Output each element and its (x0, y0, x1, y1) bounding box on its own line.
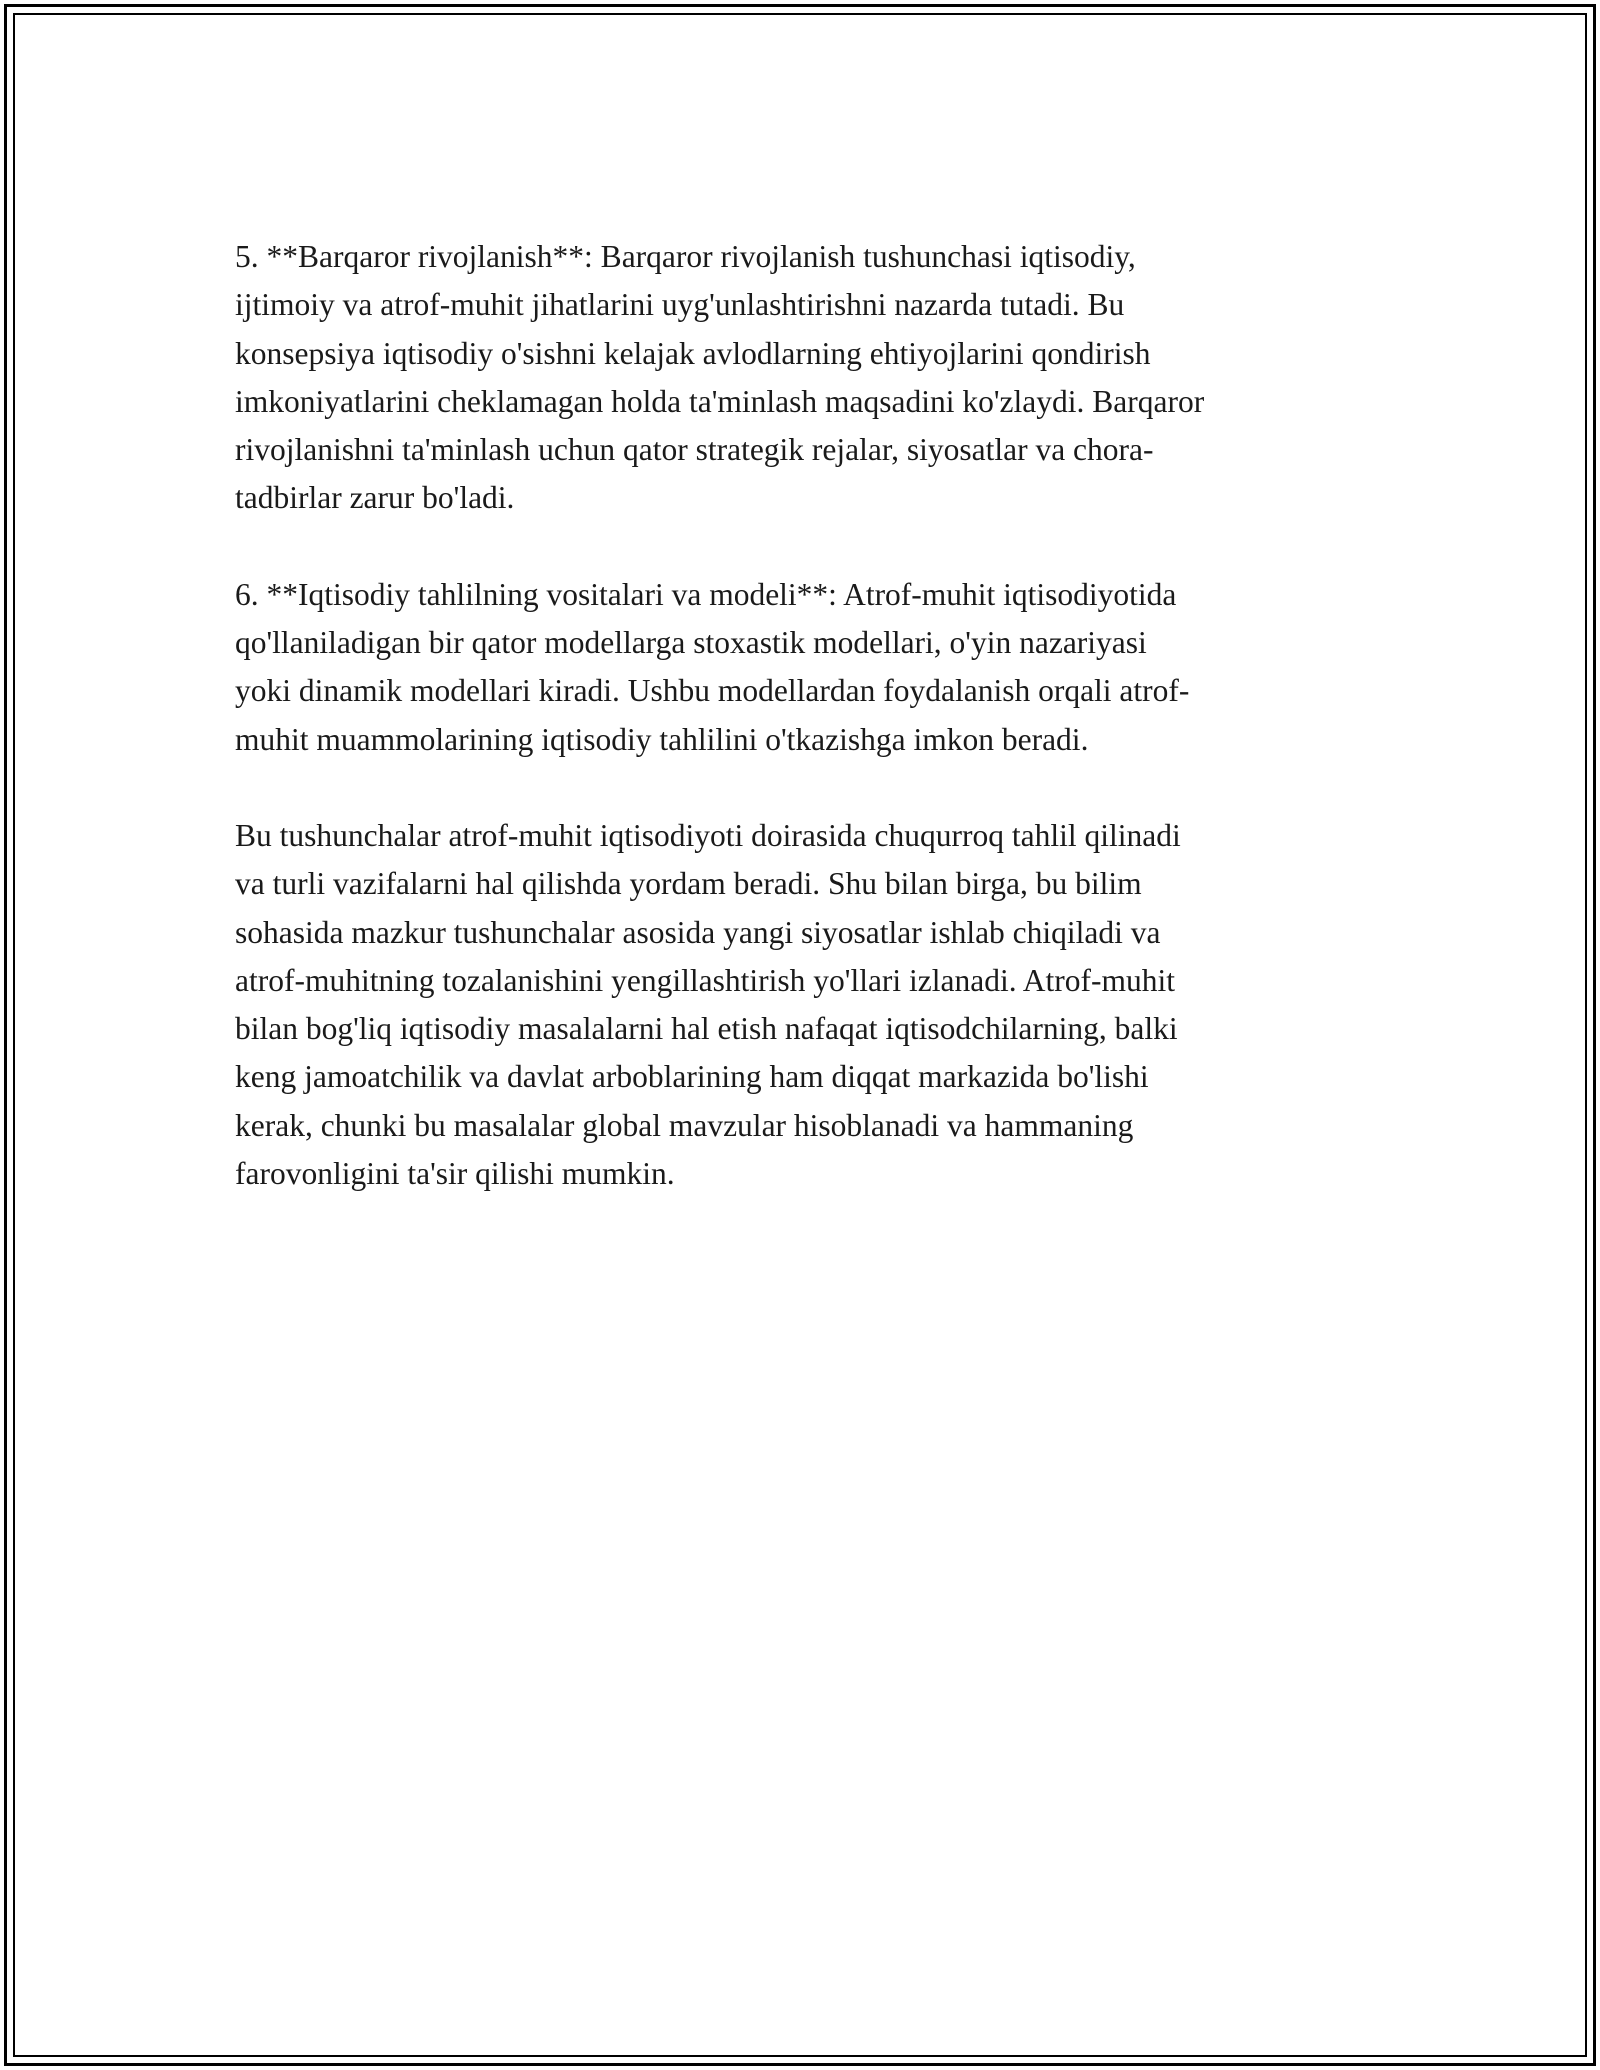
paragraph-conclusion: Bu tushunchalar atrof-muhit iqtisodiyoti doirasida chuqurroq tahlil qilinadi va turli vazifalarni hal qilishda yordam beradi. Shu bilan birga, bu bilim sohasida mazkur tushunchalar asosida yangi siyosatlar ishlab chiqiladi va atrof-muhitning tozalanishini yengillashtirish yo'llari izlanadi. Atrof-muhit bilan bog'liq iqtisodiy masalalarni hal etish nafaqat iqtisodchilarning, balki keng jamoatchilik va davlat arboblarining ham diqqat markazida bo'lishi kerak, chunki bu masalalar global mavzular hisoblanadi va hammaning farovonligini ta'sir qilishi mumkin. (235, 817, 1181, 1192)
paragraph-economic-analysis-tools: 6. **Iqtisodiy tahlilning vositalari va modeli**: Atrof-muhit iqtisodiyotida qo'llaniladigan bir qator modellarga stoxastik modellari, o'yin nazariyasi yoki dinamik modellari kiradi. Ushbu modellardan foydalanish orqali atrof- muhit muammolarining iqtisodiy tahlilini o'tkazishga imkon beradi. (235, 576, 1190, 757)
document-body (235, 233, 1375, 1246)
paragraph-sustainable-development: 5. **Barqaror rivojlanish**: Barqaror rivojlanish tushunchasi iqtisodiy, ijtimoiy va atrof-muhit jihatlarini uyg'unlashtirishni nazarda tutadi. Bu konsepsiya iqtisodiy o'sishni kelajak avlodlarning ehtiyojlarini qondirish imkoniyatlarini cheklamagan holda ta'minlash maqsadini ko'zlaydi. Barqaror rivojlanishni ta'minlash uchun qator strategik rejalar, siyosatlar va chora- tadbirlar zarur bo'ladi. (235, 239, 1205, 516)
